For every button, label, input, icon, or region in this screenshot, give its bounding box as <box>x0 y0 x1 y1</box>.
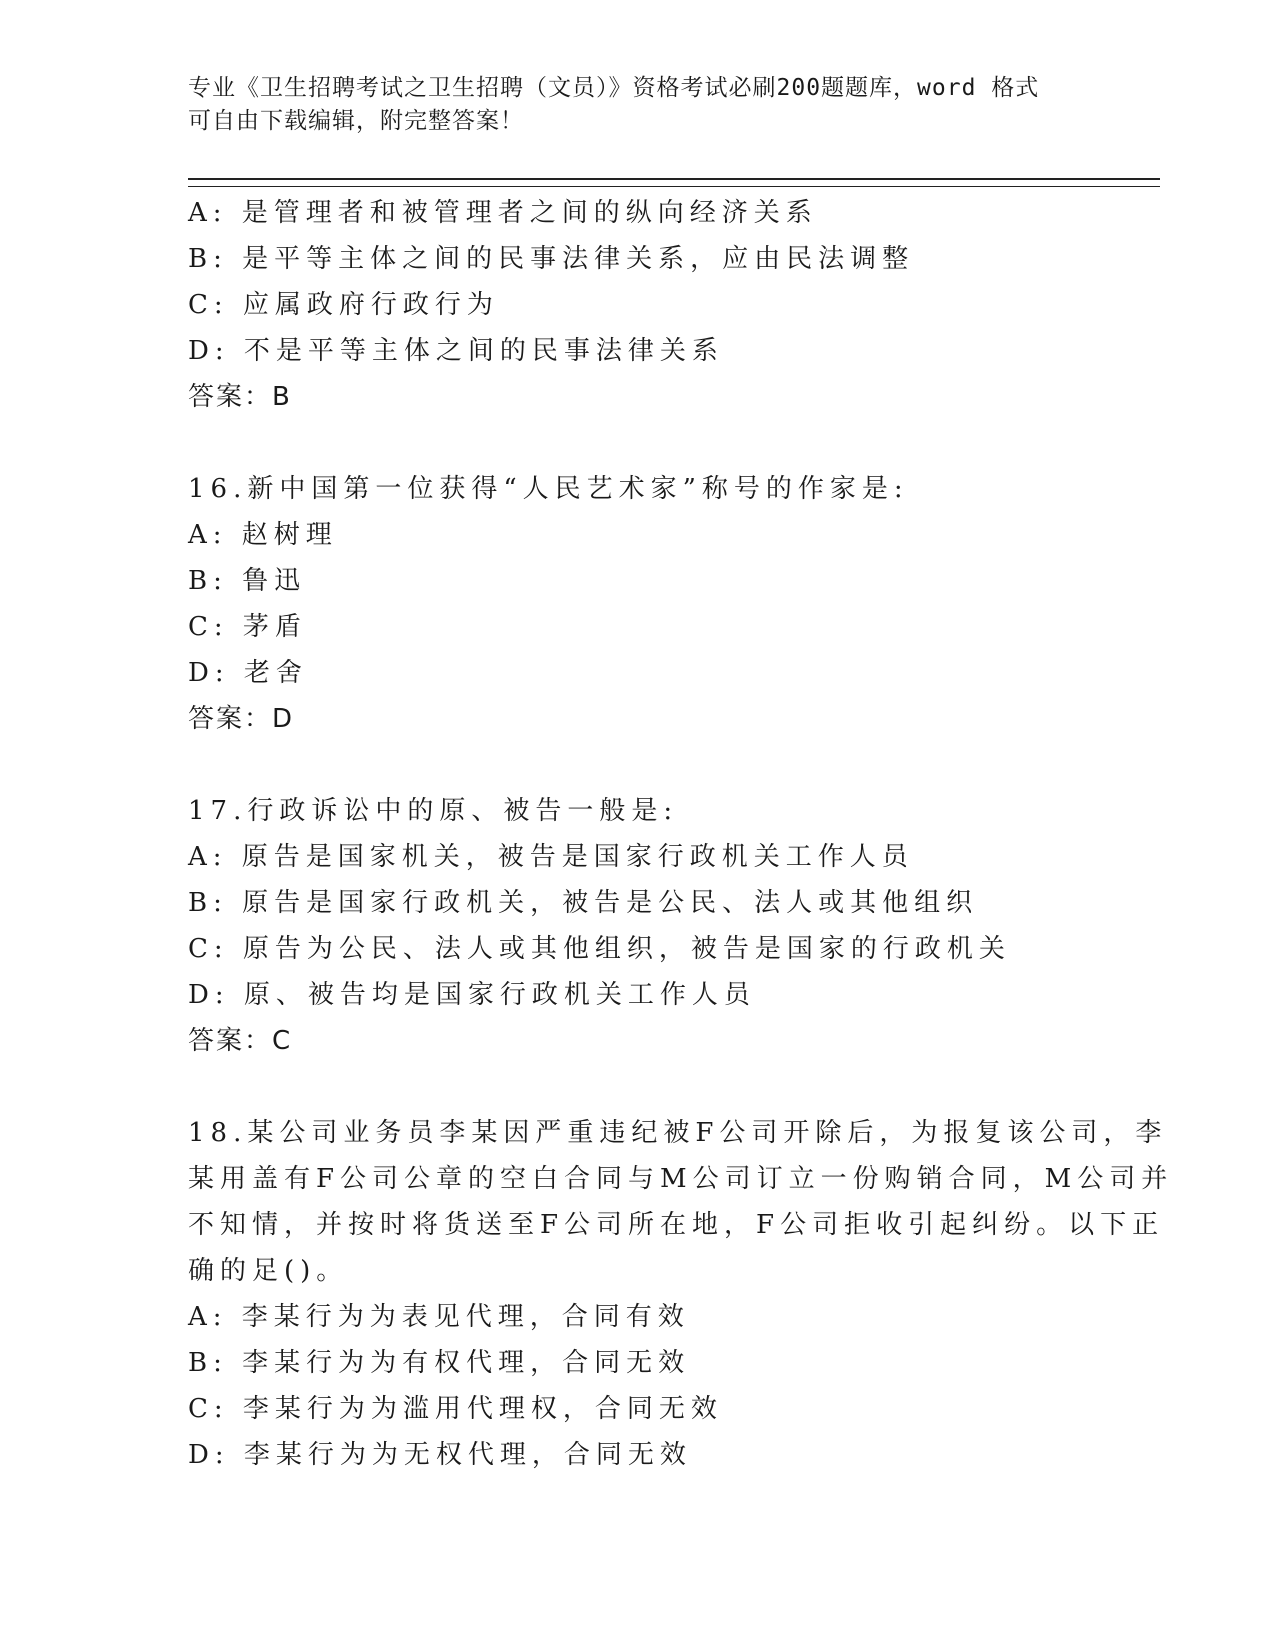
option-b: B: 鲁迅 <box>188 566 307 596</box>
answer-label: 答案：B <box>188 382 292 412</box>
question-15 <box>188 190 1088 420</box>
question-17 <box>188 788 1088 1064</box>
question-16 <box>188 466 1088 742</box>
option-b: B: 李某行为为有权代理，合同无效 <box>188 1348 691 1378</box>
option-b: B: 原告是国家行政机关，被告是公民、法人或其他组织 <box>188 888 979 918</box>
question-stem-line: 不知情，并按时将货送至F公司所在地，F公司拒收引起纠纷。以下正 <box>188 1210 1165 1240</box>
option-a: A: 是管理者和被管理者之间的纵向经济关系 <box>188 198 818 228</box>
option-c: C: 茅盾 <box>188 612 307 642</box>
option-d: D: 老舍 <box>188 658 308 688</box>
option-c: C: 原告为公民、法人或其他组织，被告是国家的行政机关 <box>188 934 1011 964</box>
question-stem-line: 确的足()。 <box>188 1256 349 1286</box>
question-stem-line: 18.某公司业务员李某因严重违纪被F公司开除后，为报复该公司，李 <box>188 1118 1168 1148</box>
question-content <box>188 190 1174 1478</box>
answer-label: 答案：C <box>188 1026 293 1056</box>
answer-label: 答案：D <box>188 704 295 734</box>
option-d: D: 李某行为为无权代理，合同无效 <box>188 1440 692 1470</box>
option-c: C: 李某行为为滥用代理权，合同无效 <box>188 1394 723 1424</box>
question-stem: 17.行政诉讼中的原、被告一般是: <box>188 796 679 826</box>
option-a: A: 原告是国家机关，被告是国家行政机关工作人员 <box>188 842 914 872</box>
header-divider <box>188 178 1160 187</box>
spacer <box>188 1064 1088 1110</box>
page-header <box>188 72 1088 138</box>
spacer <box>188 742 1088 788</box>
option-c: C: 应属政府行政行为 <box>188 290 499 320</box>
option-a: A: 李某行为为表见代理，合同有效 <box>188 1302 690 1332</box>
option-d: D: 不是平等主体之间的民事法律关系 <box>188 336 724 366</box>
spacer <box>188 420 1088 466</box>
question-stem: 16.新中国第一位获得“人民艺术家”称号的作家是: <box>188 474 909 504</box>
option-a: A: 赵树理 <box>188 520 338 550</box>
header-line-1: 专业《卫生招聘考试之卫生招聘（文员）》资格考试必刷200题题库，word 格式 <box>188 75 1040 101</box>
question-stem-line: 某用盖有F公司公章的空白合同与M公司订立一份购销合同，M公司并 <box>188 1164 1174 1194</box>
header-line-2: 可自由下载编辑，附完整答案！ <box>188 108 524 134</box>
option-b: B: 是平等主体之间的民事法律关系，应由民法调整 <box>188 244 915 274</box>
question-18 <box>188 1110 1174 1478</box>
option-d: D: 原、被告均是国家行政机关工作人员 <box>188 980 756 1010</box>
